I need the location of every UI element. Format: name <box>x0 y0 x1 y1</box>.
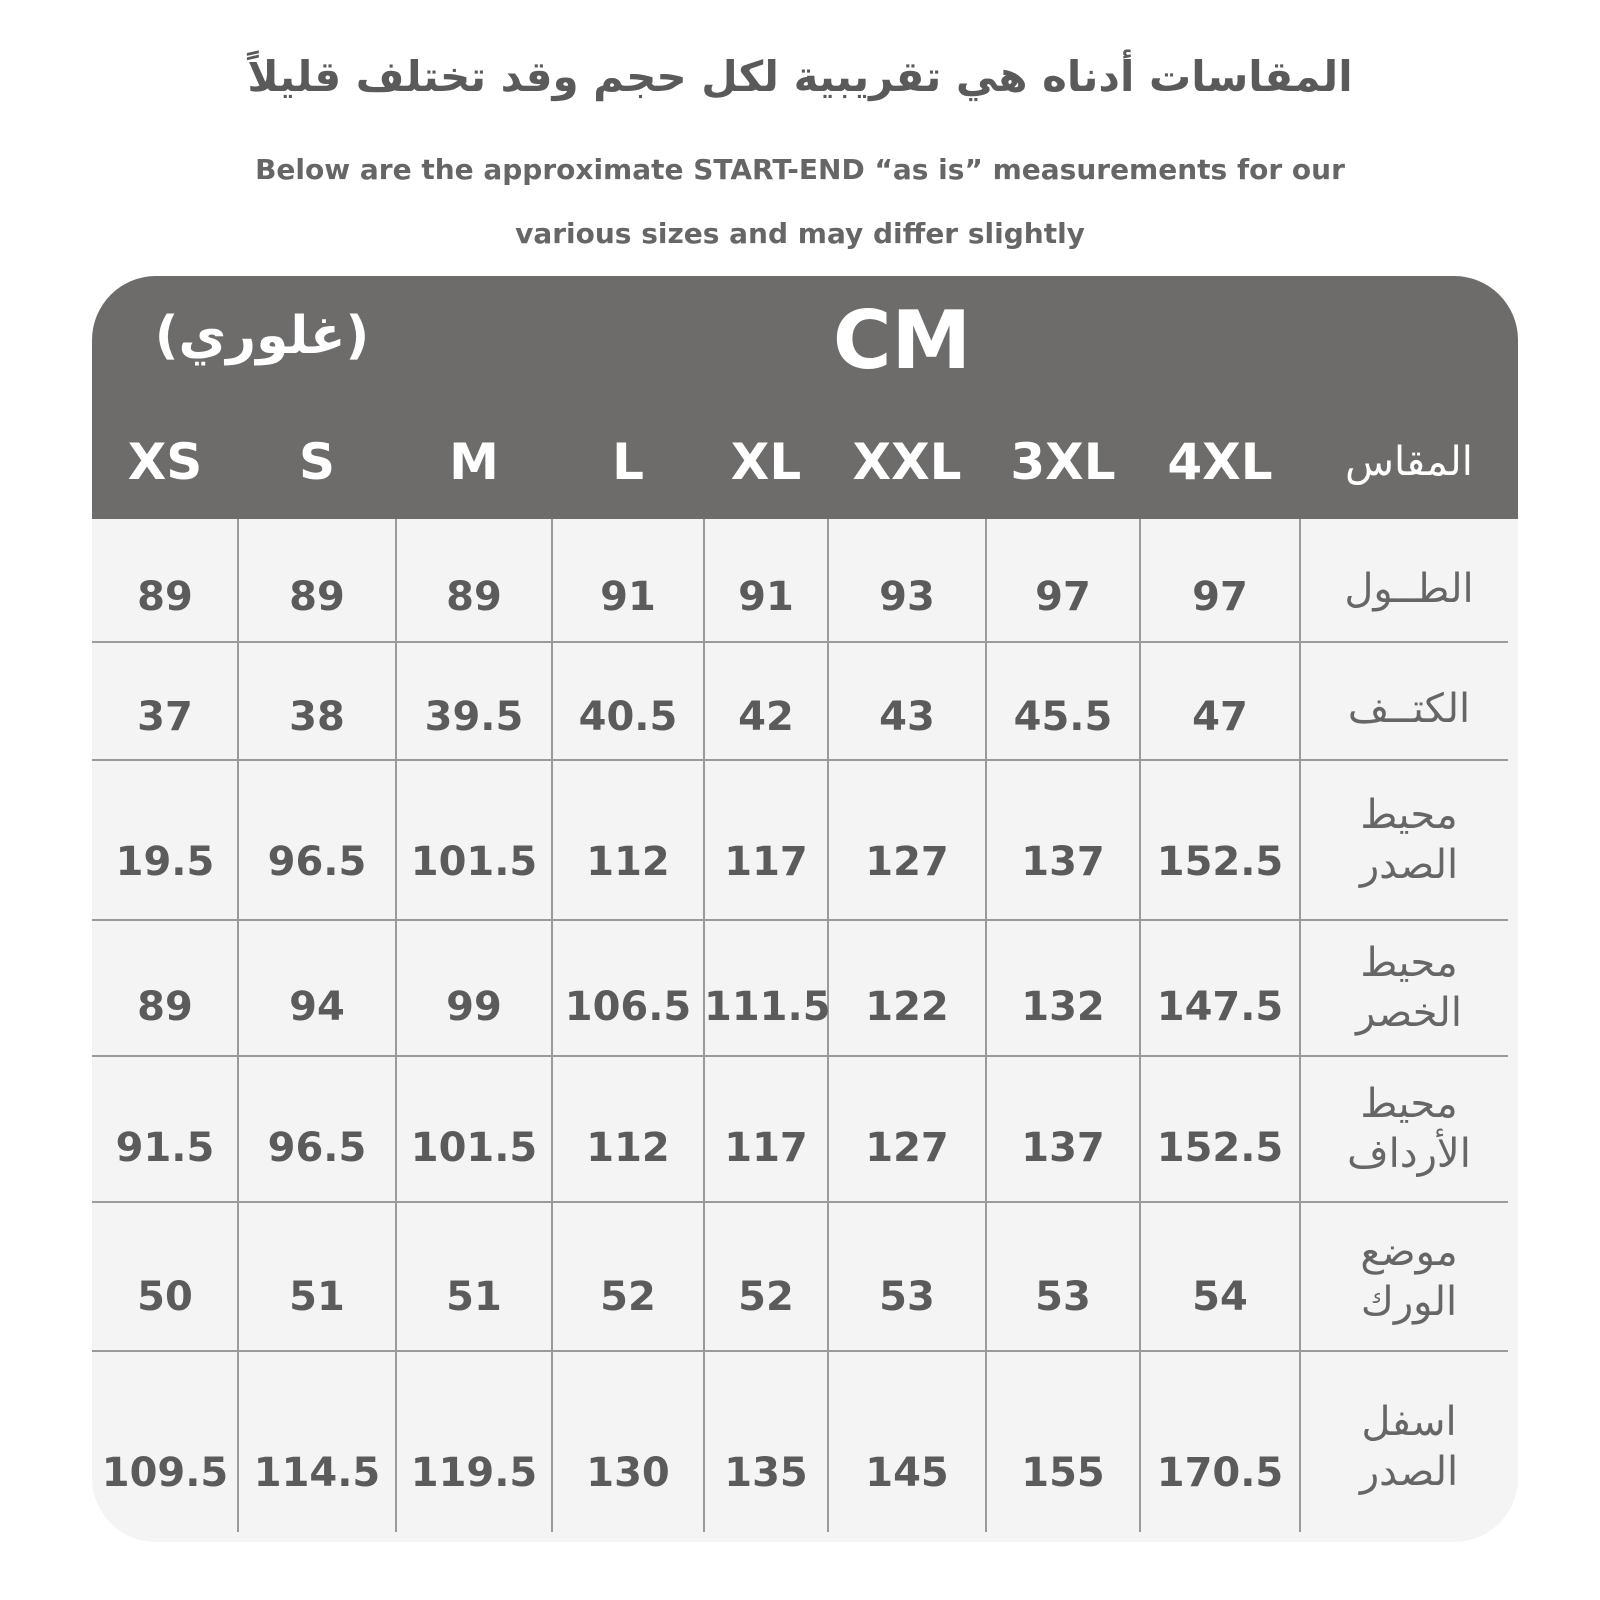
row-label-line: الورك <box>1360 1278 1458 1325</box>
table-cell: 89 <box>289 573 345 620</box>
row-label-line: موضع <box>1360 1228 1458 1275</box>
table-cell: 97 <box>1035 573 1091 620</box>
subtitle <box>200 138 1400 266</box>
size-header-3xl: 3XL <box>1010 433 1116 491</box>
table-cell: 38 <box>289 693 345 740</box>
table-cell: 53 <box>1035 1273 1091 1320</box>
table-cell: 170.5 <box>1156 1449 1284 1496</box>
row-divider <box>92 1350 1508 1352</box>
row-divider <box>92 919 1508 921</box>
table-cell: 19.5 <box>115 838 215 885</box>
table-cell: 127 <box>865 1125 949 1172</box>
table-cell: 99 <box>446 983 502 1030</box>
table-cell: 101.5 <box>410 1125 538 1172</box>
table-cell: 111.5 <box>704 983 831 1030</box>
row-label <box>1300 1397 1518 1497</box>
measure-column-header: المقاس <box>1345 439 1473 485</box>
row-label-line: الكتــف <box>1347 686 1471 732</box>
row-label <box>1300 790 1518 890</box>
table-cell: 91.5 <box>115 1125 215 1172</box>
table-cell: 89 <box>137 573 193 620</box>
row-label <box>1300 1227 1518 1327</box>
table-cell: 91 <box>738 573 794 620</box>
size-header-m: M <box>449 433 499 491</box>
table-cell: 137 <box>1021 1125 1105 1172</box>
table-cell: 132 <box>1021 983 1105 1030</box>
table-cell: 135 <box>724 1449 808 1496</box>
row-label-line: محيط <box>1360 940 1458 986</box>
row-label-line: محيط <box>1360 792 1458 838</box>
table-cell: 91 <box>600 573 656 620</box>
table-cell: 130 <box>586 1449 670 1496</box>
unit-label: CM <box>832 294 972 387</box>
table-cell: 51 <box>446 1273 502 1320</box>
table-cell: 89 <box>137 983 193 1030</box>
table-cell: 119.5 <box>410 1449 538 1496</box>
table-header <box>92 276 1518 519</box>
table-cell: 37 <box>137 693 193 740</box>
brand-label: (غلوري) <box>154 306 370 366</box>
row-label-line: الأرداف <box>1347 1131 1471 1177</box>
table-cell: 53 <box>879 1273 935 1320</box>
table-cell: 94 <box>289 983 345 1030</box>
row-label <box>1300 938 1518 1038</box>
table-cell: 40.5 <box>578 693 678 740</box>
row-label <box>1300 564 1518 614</box>
table-cell: 147.5 <box>1156 983 1284 1030</box>
table-cell: 112 <box>586 838 670 885</box>
table-cell: 114.5 <box>253 1449 381 1496</box>
size-header-xs: XS <box>127 433 203 491</box>
row-label <box>1300 684 1518 734</box>
row-divider <box>92 759 1508 761</box>
table-cell: 127 <box>865 838 949 885</box>
table-cell: 39.5 <box>424 693 524 740</box>
size-header-xxl: XXL <box>852 433 962 491</box>
table-cell: 51 <box>289 1273 345 1320</box>
size-header-xl: XL <box>730 433 802 491</box>
table-cell: 101.5 <box>410 838 538 885</box>
row-label-line: الصدر <box>1359 842 1459 888</box>
table-cell: 112 <box>586 1125 670 1172</box>
table-cell: 117 <box>724 838 808 885</box>
size-header-s: S <box>298 433 335 491</box>
table-cell: 152.5 <box>1156 838 1284 885</box>
table-cell: 43 <box>879 693 935 740</box>
size-chart-card <box>92 276 1518 1542</box>
table-cell: 96.5 <box>267 838 367 885</box>
table-cell: 52 <box>738 1273 794 1320</box>
table-cell: 145 <box>865 1449 949 1496</box>
table-cell: 42 <box>738 693 794 740</box>
row-label <box>1300 1079 1518 1179</box>
size-header-l: L <box>612 433 644 491</box>
table-cell: 137 <box>1021 838 1105 885</box>
table-cell: 47 <box>1192 693 1248 740</box>
subtitle-line-2: various sizes and may differ slightly <box>515 217 1085 250</box>
table-cell: 155 <box>1021 1449 1105 1496</box>
row-label-line: محيط <box>1360 1081 1458 1127</box>
row-divider <box>92 1055 1508 1057</box>
table-cell: 97 <box>1192 573 1248 620</box>
size-header-4xl: 4XL <box>1167 433 1273 491</box>
subtitle-line-1: Below are the approximate START-END “as is” measurements for our <box>255 153 1345 186</box>
table-cell: 89 <box>446 573 502 620</box>
table-cell: 52 <box>600 1273 656 1320</box>
table-cell: 50 <box>137 1273 193 1320</box>
table-cell: 152.5 <box>1156 1125 1284 1172</box>
row-divider <box>92 641 1508 643</box>
table-cell: 117 <box>724 1125 808 1172</box>
table-cell: 109.5 <box>101 1449 229 1496</box>
table-cell: 106.5 <box>564 983 692 1030</box>
row-divider <box>92 1201 1508 1203</box>
table-cell: 45.5 <box>1013 693 1113 740</box>
table-cell: 122 <box>865 983 949 1030</box>
row-label-line: الخصر <box>1356 990 1462 1036</box>
table-cell: 54 <box>1192 1273 1248 1320</box>
table-cell: 96.5 <box>267 1125 367 1172</box>
title-arabic: المقاسات أدناه هي تقريبية لكل حجم وقد تختلف قليلاً <box>247 52 1353 101</box>
row-label-line: الطــول <box>1344 565 1474 612</box>
row-label-line: اسفل <box>1361 1398 1457 1445</box>
row-label-line: الصدر <box>1359 1448 1459 1495</box>
table-cell: 93 <box>879 573 935 620</box>
